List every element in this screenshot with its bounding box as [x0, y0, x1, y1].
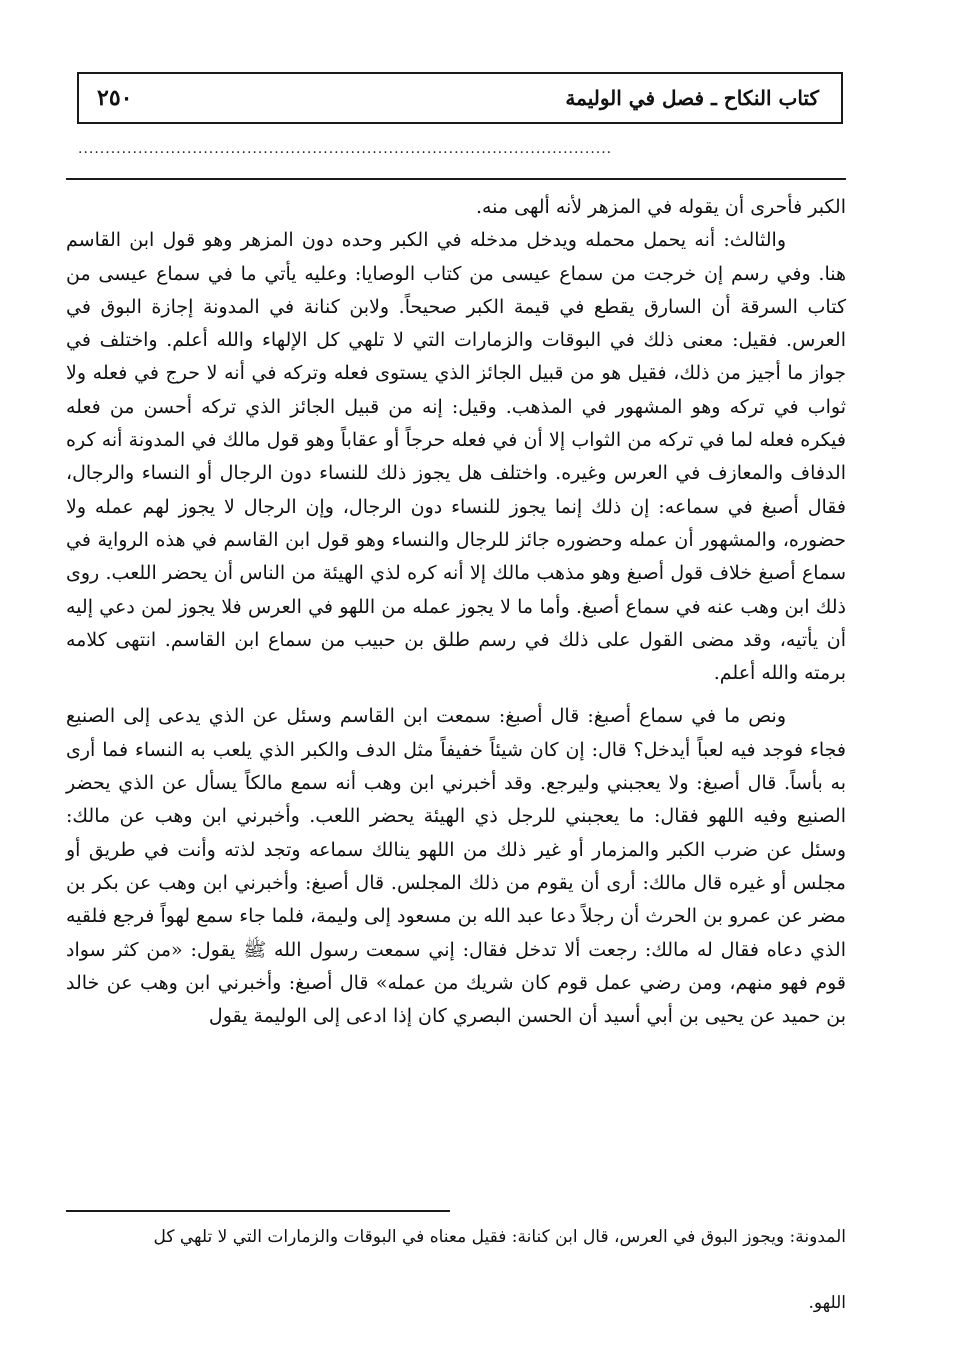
footnote-line-1: المدونة: ويجوز البوق في العرس، قال ابن كنانة: فقيل معناه في البوقات والزمارات التي لا تلهي كل: [153, 1227, 846, 1247]
paragraph-3: ونص ما في سماع أصبغ: قال أصبغ: سمعت ابن القاسم وسئل عن الذي يدعى إلى الصنيع فجاء فوجد فيه لعباً أيدخل؟ قال: إن كان شيئاً خفيفاً مثل الدف والكبر الذي يلعب به النساء فما أرى به بأساً. قال أصبغ: ولا يعجبني وليرجع. وقد أخبرني ابن وهب أنه سمع مالكاً يسأل عن الذي يحضر الصنيع وفيه اللهو فقال: ما يعجبني للرجل ذي الهيئة يحضر اللعب. وأخبرني ابن وهب عن مالك: وسئل عن ضرب الكبر والمزمار أو غير ذلك من اللهو ينالك سماعه وتجد لذته وأنت في طريق أو مجلس أو غيره قال مالك: أرى أن يقوم من ذلك المجلس. قال أصبغ: وأخبرني ابن وهب عن بكر بن مضر عن عمرو بن الحرث أن رجلاً دعا عبد الله بن مسعود إلى وليمة، فلما جاء سمع لهواً فرجع فلقيه الذي دعاه فقال له مالك: رجعت ألا تدخل فقال: إني سمعت رسول الله ﷺ يقول: «من كثر سواد قوم فهو منهم، ومن رضي عمل قوم كان شريك من عمله» قال أصبغ: وأخبرني ابن وهب عن خالد بن حميد عن يحيى بن أبي أسيد أن الحسن البصري كان إذا ادعى إلى الوليمة يقول: [66, 705, 846, 1028]
footnote: [66, 1222, 846, 1318]
page-number: ٢٥٠: [97, 85, 133, 111]
top-rule: [66, 178, 846, 180]
paragraph-1: الكبر فأحرى أن يقوله في المزهر لأنه ألهى منه.: [475, 196, 846, 218]
main-text: [66, 191, 846, 1033]
paragraph-2: والثالث: أنه يحمل محمله ويدخل مدخله في الكبر وحده دون المزهر وهو قول ابن القاسم هنا. وفي رسم إن خرجت من سماع عيسى من كتاب الوصايا: وعليه يأتي ما في سماع عيسى من كتاب السرقة أن السارق يقطع في قيمة الكبر صحيحاً. ولابن كنانة في المدونة إجازة البوق في العرس. فقيل: معنى ذلك في البوقات والزمارات التي لا تلهي كل الإلهاء والله أعلم. واختلف في جواز ما أجيز من ذلك، فقيل هو من قبيل الجائز الذي يستوى فعله وتركه في أنه لا حرج في فعله ولا ثواب في تركه وهو المشهور في المذهب. وقيل: إنه من قبيل الجائز الذي تركه أحسن من فعله فيكره فعله لما في تركه من الثواب إلا أن في فعله حرجاً أو عقاباً وهو قول مالك في المدونة أنه كره الدفاف والمعازف في العرس وغيره. واختلف هل يجوز ذلك للنساء دون الرجال أو النساء والرجال، فقال أصبغ في سماعه: إن ذلك إنما يجوز للنساء دون الرجال، وإن الرجال لا يجوز لهم عمله ولا حضوره، والمشهور أن عمله وحضوره جائز للرجال والنساء وهو قول ابن القاسم في هذه الرواية في سماع أصبغ خلاف قول أصبغ وهو مذهب مالك إلا أنه كره لذي الهيئة من الناس أن يحضر اللعب. روى ذلك ابن وهب عنه في سماع أصبغ. وأما ما لا يجوز عمله من اللهو في العرس فلا يجوز لمن دعي إليه أن يأتيه، وقد مضى القول على ذلك في رسم طلق بن حبيب من سماع ابن القاسم. انتهى كلامه برمته والله أعلم.: [66, 229, 846, 685]
footnote-line-2: اللهو.: [808, 1293, 846, 1313]
header-title: كتاب النكاح ـ فصل في الوليمة: [565, 86, 819, 110]
footnote-rule: [66, 1210, 450, 1212]
running-header: [77, 72, 843, 124]
dotted-separator: ..................................................................................................: [78, 141, 613, 157]
